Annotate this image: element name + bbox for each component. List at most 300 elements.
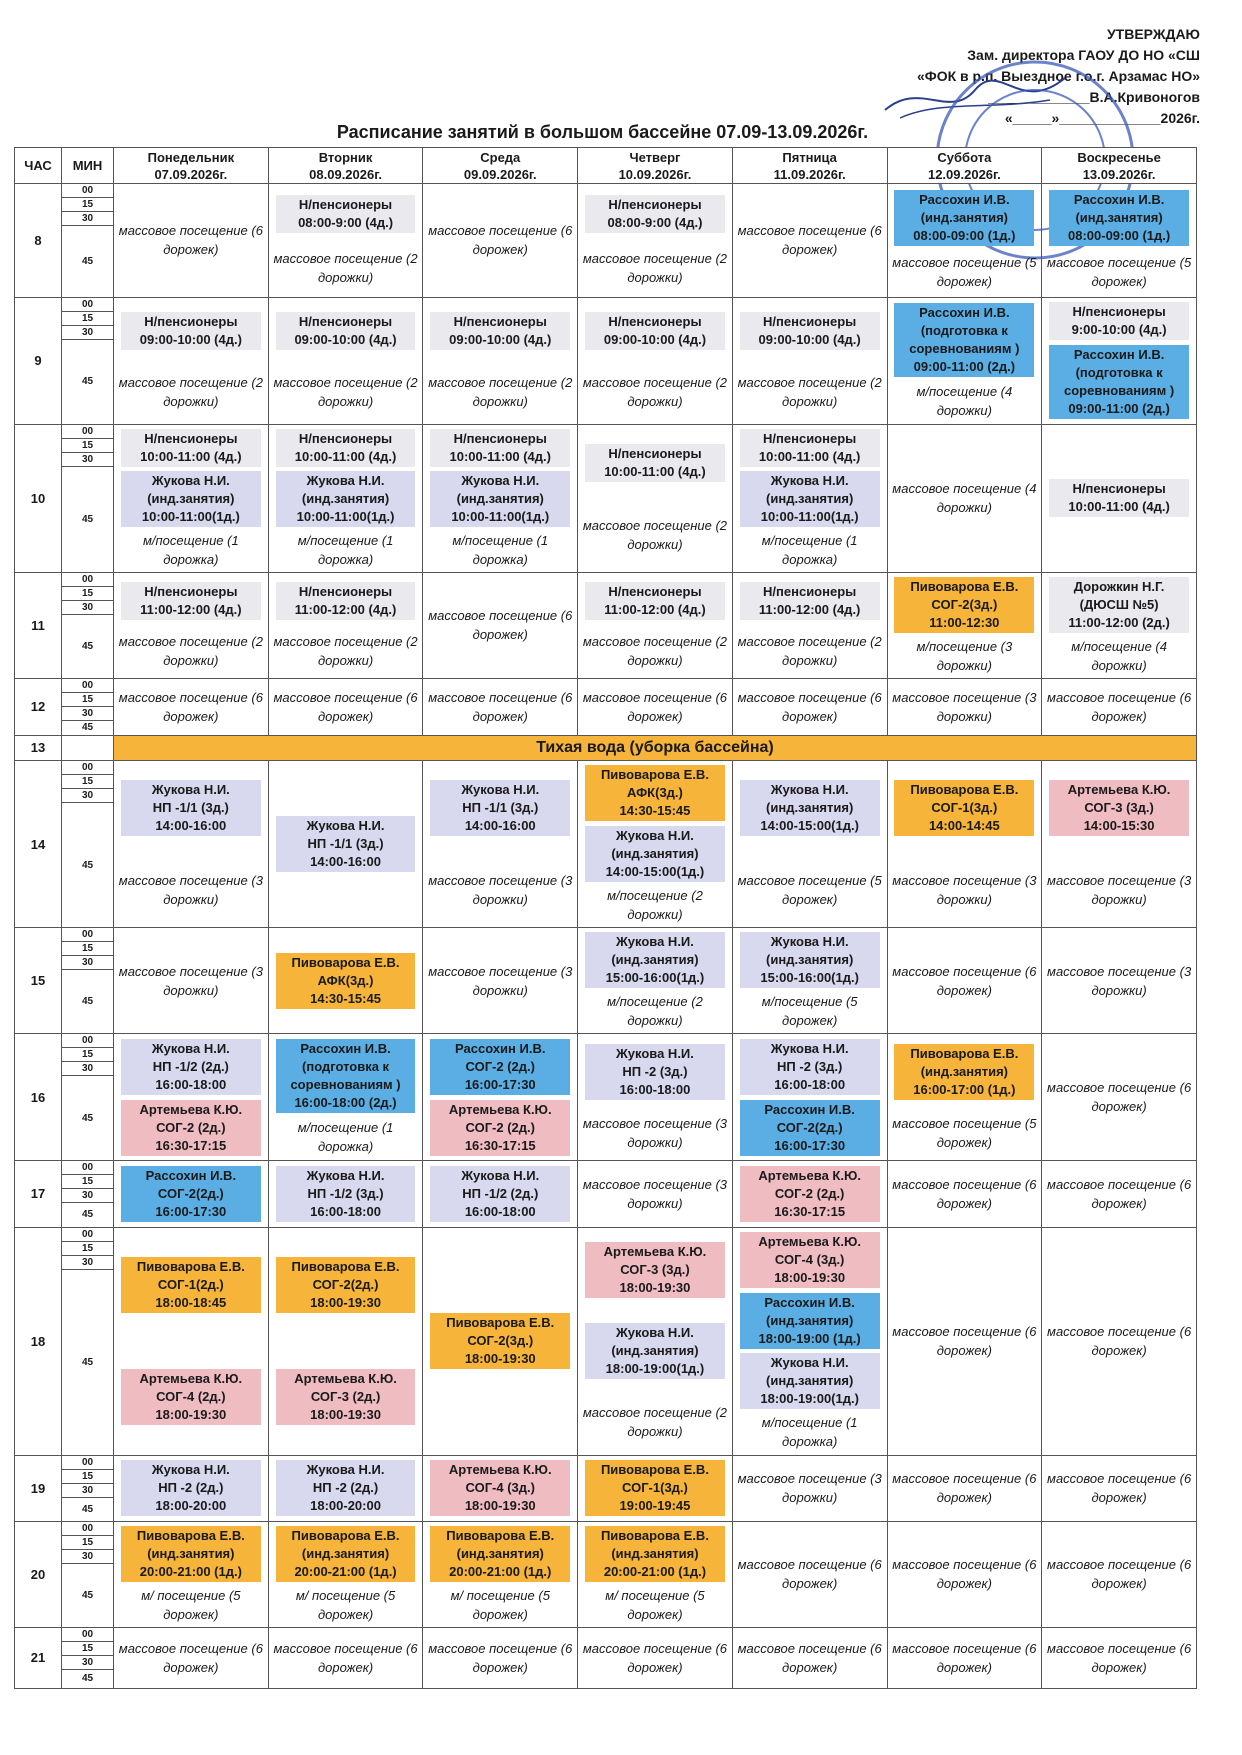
mass-attendance-note: массовое посещение (6 дорожек) (428, 1640, 573, 1675)
session-detail: (инд.занятия) (301, 491, 390, 507)
coach-name: Жукова Н.И. (151, 1040, 230, 1056)
day-cell (1042, 424, 1197, 572)
session-block (430, 1039, 570, 1095)
minute-label: 00 (62, 425, 113, 439)
session-detail: (инд.занятия) (611, 1546, 699, 1562)
mass-attendance-note: массовое посещение (2 дорожки) (582, 517, 728, 552)
minute-label: 00 (62, 1522, 113, 1536)
session-block (276, 953, 416, 1009)
day-cell (114, 1455, 269, 1521)
mass-attendance-note: массовое посещение (6 дорожек) (1047, 689, 1192, 724)
hour-cell: 19 (15, 1455, 62, 1521)
page-title: Расписание занятий в большом бассейне 07.09-13.09.2026г. (336, 122, 869, 142)
day-cell (423, 184, 578, 298)
mass-attendance-note: м/посещение (1 дорожка) (297, 532, 394, 567)
session-block (585, 765, 725, 821)
day-cell (732, 1227, 887, 1455)
session-detail: 15:00-16:00(1д.) (760, 970, 859, 986)
minute-label: 30 (62, 601, 113, 615)
approval-line: Зам. директора ГАОУ ДО НО «СШ (967, 47, 1200, 63)
day-cell (578, 1034, 733, 1161)
mass-attendance-note: массовое посещение (6 дорожек) (1047, 1557, 1192, 1592)
day-header: Понедельник 07.09.2026г. (114, 148, 269, 184)
day-cell (732, 928, 887, 1034)
mass-attendance-note: массовое посещение (3 дорожки) (1047, 963, 1192, 998)
session-block (121, 429, 261, 467)
hour-cell: 16 (15, 1034, 62, 1161)
mass-attendance-note: массовое посещение (6 дорожек) (892, 1176, 1037, 1211)
session-detail: СОГ-2(2д.) (312, 1277, 379, 1293)
session-detail: (подготовка к соревнованиям ) (1064, 365, 1175, 399)
session-block (276, 1039, 416, 1113)
session-block (121, 1257, 261, 1313)
session-block (894, 190, 1034, 246)
session-detail: НП -2 (3д.) (622, 1063, 688, 1079)
session-block (1049, 780, 1189, 836)
mass-attendance-note: массовое посещение (2 дорожки) (118, 374, 263, 409)
session-block (430, 780, 570, 836)
session-detail: СОГ-1(3д.) (622, 1480, 688, 1496)
day-cell (578, 760, 733, 927)
minute-label: 00 (62, 1034, 113, 1048)
session-detail: (инд.занятия) (766, 1312, 854, 1328)
approval-block (860, 24, 1200, 129)
day-cell (1042, 678, 1197, 735)
day-cell (732, 1455, 887, 1521)
coach-name: Рассохин И.В. (764, 1101, 855, 1117)
session-detail: НП -1/2 (2д.) (462, 1185, 539, 1201)
day-cell (732, 1521, 887, 1627)
session-detail: 18:00-19:30 (310, 1406, 381, 1422)
day-cell (732, 760, 887, 927)
session-detail: 14:30-15:45 (310, 990, 381, 1006)
session-detail: 11:00-12:00 (2д.) (1068, 615, 1170, 631)
mass-attendance-note: м/посещение (2 дорожки) (607, 993, 703, 1028)
day-cell (732, 1034, 887, 1161)
min-cell (62, 572, 114, 678)
session-detail: 10:00-11:00(1д.) (451, 509, 550, 525)
session-detail: 10:00-11:00(1д.) (760, 509, 859, 525)
min-cell (62, 678, 114, 735)
day-header: Четверг 10.09.2026г. (578, 148, 733, 184)
minute-label: 15 (62, 693, 113, 707)
session-detail: 09:00-10:00 (4д.) (449, 331, 552, 347)
mass-attendance-note: м/посещение (1 дорожка) (761, 1415, 858, 1450)
coach-name: Рассохин И.В. (300, 1041, 391, 1057)
mass-attendance-note: массовое посещение (6 дорожек) (892, 963, 1037, 998)
coach-name: Жукова Н.И. (151, 473, 230, 489)
day-cell (114, 572, 269, 678)
day-cell (423, 678, 578, 735)
session-detail: 18:00-18:45 (155, 1295, 227, 1311)
hour-cell: 9 (15, 297, 62, 424)
schedule-table (14, 147, 1197, 1689)
coach-name: Дорожкин Н.Г. (1073, 579, 1165, 595)
mass-attendance-note: массовое посещение (2 дорожки) (582, 1405, 728, 1440)
session-detail: 15:00-16:00(1д.) (605, 970, 705, 986)
session-block (121, 1369, 261, 1425)
session-detail: 9:00-10:00 (4д.) (1071, 322, 1167, 338)
session-detail: 16:00-17:30 (774, 1137, 846, 1153)
session-block (121, 1100, 261, 1156)
hour-cell: 14 (15, 760, 62, 927)
day-cell (423, 572, 578, 678)
coach-name: Жукова Н.И. (306, 1462, 385, 1478)
session-block (430, 1313, 570, 1369)
session-detail: 09:00-10:00 (4д.) (139, 331, 242, 347)
approval-line: _____________В.А.Кривоногов (988, 89, 1200, 105)
coach-name: Пивоварова Е.В. (600, 1462, 709, 1478)
schedule-row (15, 760, 1197, 927)
session-block (121, 1039, 261, 1095)
session-block (121, 1460, 261, 1516)
min-cell (62, 297, 114, 424)
session-block (740, 1100, 880, 1156)
session-detail: СОГ-2 (2д.) (465, 1058, 535, 1074)
day-cell (423, 297, 578, 424)
coach-name: Пивоварова Е.В. (446, 1528, 555, 1544)
mass-attendance-note: массовое посещение (6 дорожек) (118, 689, 263, 724)
day-cell (268, 1521, 423, 1627)
mass-attendance-note: м/посещение (5 дорожек) (761, 993, 858, 1028)
approval-line: «ФОК в р.п. Выездное г.о.г. Арзамас НО» (916, 68, 1200, 84)
session-block (740, 1039, 880, 1095)
session-block (740, 312, 880, 350)
coach-name: Жукова Н.И. (770, 473, 849, 489)
minute-label: 00 (62, 298, 113, 312)
minute-label: 30 (62, 707, 113, 721)
coach-name: Н/пенсионеры (298, 196, 393, 212)
minute-label: 00 (62, 1228, 113, 1242)
day-cell (732, 424, 887, 572)
session-detail: 18:00-19:30 (464, 1351, 536, 1367)
day-cell (887, 1627, 1042, 1688)
mass-attendance-note: массовое посещение (6 дорожек) (737, 1640, 882, 1675)
session-detail: (инд.занятия) (147, 491, 235, 507)
day-cell (887, 1227, 1042, 1455)
mass-attendance-note: м/ посещение (5 дорожек) (141, 1587, 241, 1622)
session-detail: 08:00-9:00 (4д.) (607, 214, 703, 230)
coach-name: Н/пенсионеры (298, 430, 393, 446)
minute-label: 45 (81, 640, 94, 652)
coach-name: Н/пенсионеры (608, 196, 702, 212)
session-detail: 18:00-19:00(1д.) (760, 1391, 859, 1407)
mass-attendance-note: массовое посещение (6 дорожек) (428, 689, 573, 724)
session-detail: СОГ-3 (3д.) (620, 1262, 690, 1278)
minute-label: 30 (62, 1256, 113, 1270)
day-cell (423, 1161, 578, 1227)
mass-attendance-note: массовое посещение (2 дорожки) (428, 374, 573, 409)
session-detail: (подготовка к соревнованиям ) (909, 322, 1020, 356)
mass-attendance-note: массовое посещение (5 дорожек) (892, 1115, 1037, 1150)
hour-cell: 13 (15, 735, 62, 760)
mass-attendance-note: м/посещение (4 дорожки) (916, 383, 1013, 418)
coach-name: Артемьева К.Ю. (1067, 782, 1171, 798)
session-detail: 09:00-10:00 (4д.) (294, 331, 397, 347)
minute-label: 15 (62, 1175, 113, 1189)
minute-label: 00 (62, 573, 113, 587)
minute-label: 15 (62, 942, 113, 956)
day-cell (268, 184, 423, 298)
min-cell (62, 928, 114, 1034)
minute-label: 15 (62, 198, 113, 212)
mass-attendance-note: массовое посещение (6 дорожек) (428, 223, 573, 258)
mass-attendance-note: массовое посещение (6 дорожек) (737, 689, 882, 724)
day-cell (268, 424, 423, 572)
session-detail: 16:00-18:00 (774, 1076, 846, 1092)
day-cell (578, 424, 733, 572)
day-cell (423, 928, 578, 1034)
coach-name: Артемьева К.Ю. (603, 1244, 707, 1260)
hour-cell: 17 (15, 1161, 62, 1227)
mass-attendance-note: массовое посещение (2 дорожки) (273, 634, 418, 669)
min-cell (62, 424, 114, 572)
min-cell (62, 760, 114, 927)
session-block (585, 444, 725, 482)
minute-label: 45 (81, 513, 94, 525)
session-detail: (инд.занятия) (456, 1546, 544, 1562)
minute-label: 45 (81, 1589, 94, 1601)
quiet-water-banner: Тихая вода (уборка бассейна) (114, 735, 1197, 760)
mass-attendance-note: м/посещение (4 дорожки) (1071, 638, 1167, 673)
session-detail: (инд.занятия) (301, 1546, 390, 1562)
session-block (121, 1526, 261, 1582)
minute-label: 45 (81, 1209, 94, 1221)
day-header: Вторник 08.09.2026г. (268, 148, 423, 184)
coach-name: Жукова Н.И. (306, 473, 385, 489)
day-cell (732, 678, 887, 735)
coach-name: Жукова Н.И. (461, 1167, 540, 1183)
session-block (276, 1526, 416, 1582)
schedule-row (15, 184, 1197, 298)
coach-name: Артемьева К.Ю. (448, 1462, 552, 1478)
session-detail: 16:00-17:00 (1д.) (913, 1081, 1016, 1097)
session-detail: (ДЮСШ №5) (1079, 597, 1159, 613)
session-detail: 10:00-11:00 (4д.) (449, 448, 551, 464)
session-block (740, 429, 880, 467)
minute-label: 15 (62, 1536, 113, 1550)
day-cell (268, 572, 423, 678)
day-cell (1042, 297, 1197, 424)
minute-label: 15 (62, 587, 113, 601)
mass-attendance-note: массовое посещение (6 дорожек) (582, 689, 728, 724)
day-cell (423, 1034, 578, 1161)
session-block (585, 1460, 725, 1516)
session-detail: 18:00-19:30 (774, 1269, 846, 1285)
hour-cell: 20 (15, 1521, 62, 1627)
hour-cell: 10 (15, 424, 62, 572)
session-block (1049, 302, 1189, 340)
coach-name: Н/пенсионеры (144, 430, 238, 446)
day-cell (423, 424, 578, 572)
session-block (430, 1100, 570, 1156)
session-detail: 14:00-15:00(1д.) (605, 863, 705, 879)
session-detail: 09:00-10:00 (4д.) (758, 331, 861, 347)
day-cell (114, 760, 269, 927)
session-detail: 11:00-12:00 (4д.) (294, 601, 397, 617)
session-detail: СОГ-2 (2д.) (465, 1119, 535, 1135)
session-detail: (инд.занятия) (147, 1546, 235, 1562)
coach-name: Рассохин И.В. (455, 1040, 546, 1056)
mass-attendance-note: массовое посещение (2 дорожки) (273, 250, 418, 285)
mass-attendance-note: массовое посещение (6 дорожек) (1047, 1080, 1192, 1115)
day-cell (578, 184, 733, 298)
hour-cell: 21 (15, 1627, 62, 1688)
coach-name: Н/пенсионеры (298, 583, 393, 599)
session-detail: (инд.занятия) (766, 800, 854, 816)
minute-label: 15 (62, 439, 113, 453)
day-cell (578, 678, 733, 735)
session-detail: (инд.занятия) (766, 952, 854, 968)
schedule-row (15, 424, 1197, 572)
day-cell (114, 1161, 269, 1227)
day-cell (1042, 1034, 1197, 1161)
mass-attendance-note: массовое посещение (6 дорожек) (118, 223, 263, 258)
day-cell (268, 297, 423, 424)
mass-attendance-note: массовое посещение (6 дорожек) (273, 689, 418, 724)
coach-name: Н/пенсионеры (763, 313, 857, 329)
session-detail: 18:00-19:30 (310, 1295, 381, 1311)
coach-name: Жукова Н.И. (616, 827, 694, 843)
coach-name: Н/пенсионеры (453, 313, 547, 329)
schedule-row (15, 735, 1197, 760)
session-block (121, 780, 261, 836)
header-row (15, 148, 1197, 184)
coach-name: Пивоварова Е.В. (136, 1528, 245, 1544)
mass-attendance-note: массовое посещение (6 дорожек) (118, 1640, 263, 1675)
session-block (121, 312, 261, 350)
minute-label: 15 (62, 1642, 113, 1656)
min-cell (62, 1521, 114, 1627)
coach-name: Рассохин И.В. (1073, 347, 1165, 363)
session-detail: 08:00-9:00 (4д.) (298, 214, 394, 230)
session-block (740, 1293, 880, 1349)
coach-name: Пивоварова Е.В. (600, 767, 709, 783)
coach-name: Пивоварова Е.В. (910, 579, 1019, 595)
mass-attendance-note: массовое посещение (6 дорожек) (892, 1324, 1037, 1359)
minute-label: 45 (81, 1503, 94, 1515)
mass-attendance-note: массовое посещение (3 дорожки) (118, 963, 263, 998)
session-detail: СОГ-3 (3д.) (1084, 800, 1154, 816)
session-detail: НП -1/2 (2д.) (152, 1058, 229, 1074)
session-detail: 18:00-19:00 (1д.) (758, 1330, 861, 1346)
mass-attendance-note: м/посещение (1 дорожка) (297, 1120, 394, 1155)
day-cell (887, 1161, 1042, 1227)
day-cell (423, 1521, 578, 1627)
day-cell (732, 297, 887, 424)
day-cell (268, 678, 423, 735)
session-detail: АФК(3д.) (317, 972, 374, 988)
min-cell (62, 1227, 114, 1455)
mass-attendance-note: массовое посещение (3 дорожки) (737, 1471, 882, 1506)
session-block (1049, 345, 1189, 419)
day-cell (268, 1455, 423, 1521)
minute-label: 00 (62, 1456, 113, 1470)
session-block (430, 1460, 570, 1516)
coach-name: Артемьева К.Ю. (139, 1101, 243, 1117)
schedule-row (15, 297, 1197, 424)
day-cell (268, 1161, 423, 1227)
day-header: Пятница 11.09.2026г. (732, 148, 887, 184)
session-detail: 08:00-09:00 (1д.) (913, 228, 1016, 244)
schedule-body (15, 184, 1197, 1689)
day-cell (1042, 928, 1197, 1034)
mass-attendance-note: массовое посещение (5 дорожек) (892, 255, 1037, 290)
day-cell (887, 572, 1042, 678)
min-cell (62, 1627, 114, 1688)
session-detail: 14:00-16:00 (310, 854, 381, 869)
schedule-row (15, 1227, 1197, 1455)
session-detail: 16:00-18:00 (464, 1203, 536, 1219)
session-detail: НП -1/2 (3д.) (307, 1185, 384, 1201)
day-cell (887, 297, 1042, 424)
minute-label: 30 (62, 453, 113, 467)
session-detail: 10:00-11:00(1д.) (296, 509, 395, 525)
session-detail: 16:00-17:30 (155, 1203, 227, 1219)
day-header: Суббота 12.09.2026г. (887, 148, 1042, 184)
coach-name: Н/пенсионеры (608, 313, 702, 329)
minute-label: 45 (81, 996, 94, 1008)
coach-name: Жукова Н.И. (770, 934, 849, 950)
mass-attendance-note: м/ посещение (5 дорожек) (450, 1587, 550, 1622)
schedule-row (15, 1034, 1197, 1161)
session-block (585, 1242, 725, 1298)
coach-name: Жукова Н.И. (306, 1167, 385, 1183)
hour-header: ЧАС (15, 148, 62, 184)
coach-name: Н/пенсионеры (608, 583, 702, 599)
session-detail: 16:00-17:30 (464, 1076, 536, 1092)
session-detail: 16:00-18:00 (619, 1081, 691, 1097)
min-cell (62, 184, 114, 298)
coach-name: Рассохин И.В. (919, 192, 1010, 208)
session-detail: СОГ-2(3д.) (931, 597, 998, 613)
minute-label: 45 (81, 1673, 94, 1685)
minute-label: 15 (62, 1048, 113, 1062)
mass-attendance-note: массовое посещение (5 дорожек) (1047, 255, 1192, 290)
session-detail: 10:00-11:00 (4д.) (758, 448, 861, 464)
mass-attendance-note: массовое посещение (6 дорожек) (1047, 1471, 1192, 1506)
day-cell (268, 1034, 423, 1161)
session-block (276, 816, 416, 872)
day-cell (1042, 760, 1197, 927)
session-detail: СОГ-2 (2д.) (156, 1119, 226, 1135)
coach-name: Жукова Н.И. (616, 1045, 694, 1061)
session-block (740, 780, 880, 836)
day-cell (114, 1034, 269, 1161)
session-detail: (инд.занятия) (456, 491, 544, 507)
session-detail: 10:00-11:00 (4д.) (604, 463, 706, 479)
mass-attendance-note: массовое посещение (3 дорожки) (428, 963, 573, 998)
coach-name: Рассохин И.В. (919, 304, 1010, 320)
session-block (121, 471, 261, 527)
minute-label: 30 (62, 1550, 113, 1564)
session-detail: СОГ-4 (3д.) (774, 1251, 845, 1267)
session-detail: СОГ-4 (2д.) (156, 1388, 226, 1404)
session-block (276, 471, 416, 527)
session-detail: (инд.занятия) (920, 210, 1008, 226)
session-detail: 14:00-14:45 (928, 818, 1000, 834)
mass-attendance-note: м/посещение (1 дорожка) (142, 532, 239, 567)
coach-name: Пивоварова Е.В. (136, 1259, 245, 1275)
coach-name: Жукова Н.И. (461, 782, 540, 798)
session-detail: (инд.занятия) (920, 1063, 1008, 1079)
mass-attendance-note: массовое посещение (6 дорожек) (892, 1471, 1037, 1506)
min-cell (62, 735, 114, 760)
day-cell (578, 572, 733, 678)
hour-cell: 18 (15, 1227, 62, 1455)
session-detail: (инд.занятия) (611, 952, 699, 968)
session-block (740, 932, 880, 988)
